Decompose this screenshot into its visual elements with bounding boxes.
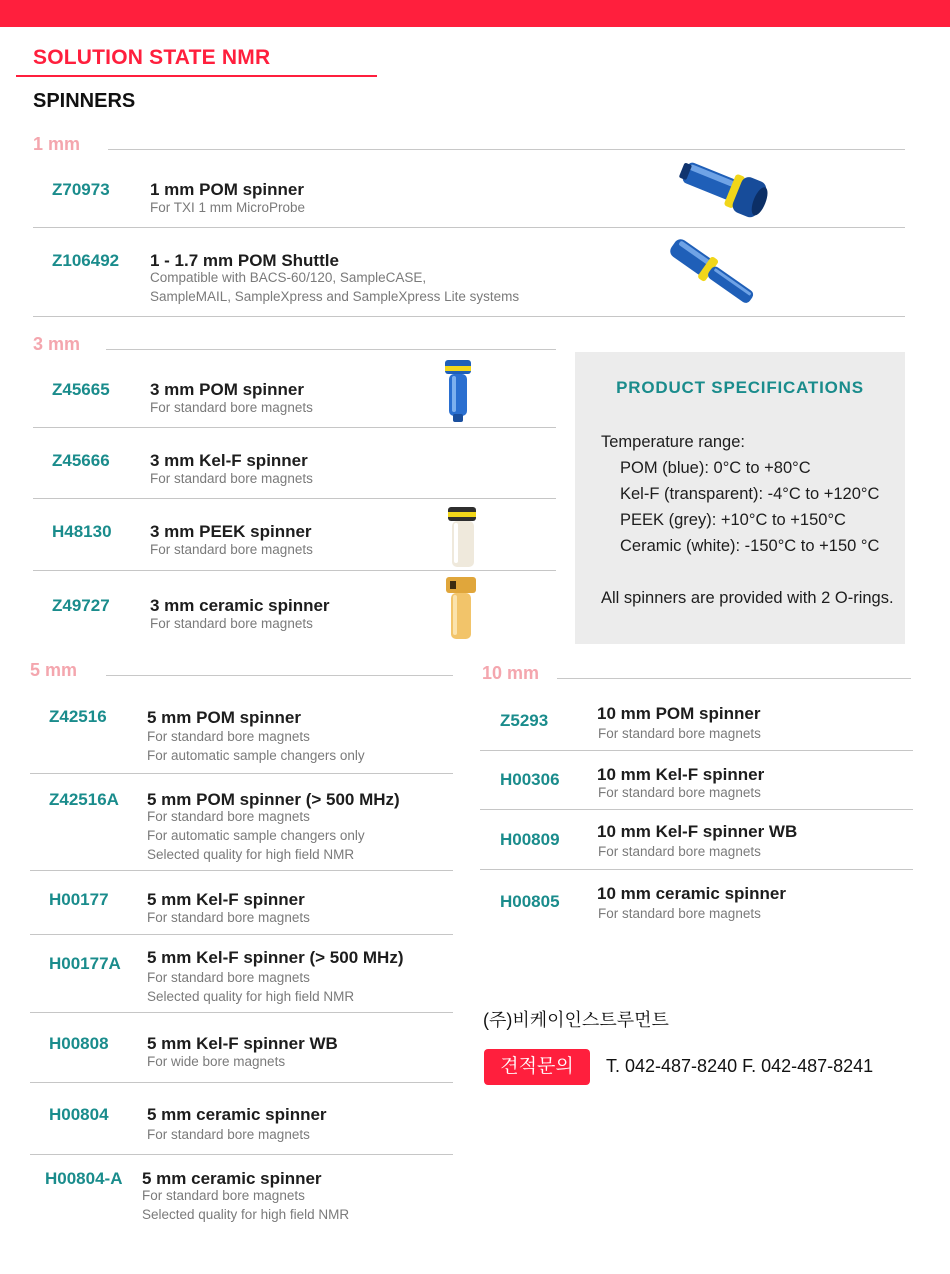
spec-line: All spinners are provided with 2 O-rings.: [601, 589, 894, 607]
product-code: Z42516A: [49, 790, 119, 809]
product-name: 3 mm POM spinner: [150, 380, 304, 399]
product-name: 5 mm ceramic spinner: [147, 1105, 327, 1124]
product-desc: For standard bore magnets: [142, 1188, 305, 1203]
product-row: [480, 870, 913, 932]
product-row: [30, 935, 453, 1013]
product-name: 5 mm POM spinner: [147, 708, 301, 727]
product-row: [480, 679, 913, 751]
section-title-underline: [16, 75, 377, 77]
product-row: [33, 428, 556, 499]
specs-title: PRODUCT SPECIFICATIONS: [616, 378, 864, 397]
product-code: H00306: [500, 770, 560, 789]
product-row: [30, 1013, 453, 1083]
product-desc: Selected quality for high field NMR: [142, 1207, 350, 1222]
product-desc: Selected quality for high field NMR: [147, 847, 355, 862]
product-name: 5 mm ceramic spinner: [142, 1169, 322, 1188]
spec-line: PEEK (grey): +10°C to +150°C: [620, 511, 846, 529]
product-name: 3 mm Kel-F spinner: [150, 451, 308, 470]
contact-phone-fax: T. 042-487-8240 F. 042-487-8241: [606, 1056, 874, 1076]
spec-line: Temperature range:: [601, 433, 745, 451]
product-desc: For standard bore magnets: [150, 471, 313, 486]
spec-line: POM (blue): 0°C to +80°C: [620, 459, 811, 477]
spinner-image: [440, 358, 476, 426]
product-desc: SampleMAIL, SampleXpress and SampleXpress Lite systems: [150, 289, 520, 304]
product-name: 10 mm ceramic spinner: [597, 884, 786, 903]
spinner-image: [444, 505, 480, 569]
product-name: 5 mm Kel-F spinner (> 500 MHz): [147, 948, 404, 967]
product-code: H00809: [500, 830, 560, 849]
product-name: 3 mm PEEK spinner: [150, 522, 312, 541]
product-code: Z49727: [52, 596, 110, 615]
product-desc: For standard bore magnets: [150, 616, 313, 631]
product-name: 10 mm Kel-F spinner: [597, 765, 765, 784]
product-row: [30, 774, 453, 871]
product-desc: For standard bore magnets: [150, 542, 313, 557]
product-code: Z42516: [49, 707, 107, 726]
product-row: [480, 810, 913, 870]
product-desc: For TXI 1 mm MicroProbe: [150, 200, 306, 215]
product-desc: For standard bore magnets: [147, 1127, 310, 1142]
group-label-3mm: 3 mm: [33, 334, 81, 354]
product-desc: For standard bore magnets: [147, 809, 310, 824]
quote-inquiry-button[interactable]: 견적문의: [484, 1049, 590, 1085]
product-row: [30, 1083, 453, 1155]
product-code: H00805: [500, 892, 560, 911]
product-desc: For standard bore magnets: [147, 910, 310, 925]
product-desc: For automatic sample changers only: [147, 748, 365, 763]
group-label-10mm: 10 mm: [482, 663, 540, 683]
product-row: [33, 350, 556, 428]
product-name: 5 mm POM spinner (> 500 MHz): [147, 790, 400, 809]
product-row: [33, 150, 905, 228]
product-code: H00177: [49, 890, 109, 909]
product-desc: For standard bore magnets: [147, 970, 310, 985]
spinner-image: [442, 575, 480, 641]
product-name: 1 - 1.7 mm POM Shuttle: [150, 251, 339, 270]
product-code: Z106492: [52, 251, 120, 270]
product-desc: Compatible with BACS-60/120, SampleCASE,: [150, 270, 427, 285]
product-name: 10 mm POM spinner: [597, 704, 761, 723]
product-code: H00804-A: [45, 1169, 123, 1188]
product-code: Z70973: [52, 180, 110, 199]
product-row: [30, 1155, 453, 1235]
product-name: 1 mm POM spinner: [150, 180, 304, 199]
product-code: H00177A: [49, 954, 121, 973]
section-title: SOLUTION STATE NMR: [33, 46, 271, 69]
company-name: (주)비케이인스트루먼트: [483, 1010, 669, 1030]
product-name: 5 mm Kel-F spinner: [147, 890, 305, 909]
product-name: 3 mm ceramic spinner: [150, 596, 330, 615]
product-row: [30, 871, 453, 935]
product-specifications-box: [575, 352, 905, 644]
product-code: Z45665: [52, 380, 110, 399]
top-accent-bar: [0, 0, 950, 27]
product-desc: For standard bore magnets: [598, 726, 761, 741]
product-name: 10 mm Kel-F spinner WB: [597, 822, 798, 841]
product-row: [30, 676, 453, 774]
product-code: Z45666: [52, 451, 110, 470]
product-desc: For standard bore magnets: [598, 785, 761, 800]
product-desc: For automatic sample changers only: [147, 828, 365, 843]
page-subtitle: SPINNERS: [33, 90, 136, 112]
spec-line: Ceramic (white): -150°C to +150 °C: [620, 537, 880, 555]
product-code: H00808: [49, 1034, 109, 1053]
product-desc: For standard bore magnets: [147, 729, 310, 744]
product-code: H48130: [52, 522, 112, 541]
product-desc: Selected quality for high field NMR: [147, 989, 355, 1004]
product-name: 5 mm Kel-F spinner WB: [147, 1034, 338, 1053]
product-code: Z5293: [500, 711, 549, 730]
product-code: H00804: [49, 1105, 109, 1124]
product-desc: For standard bore magnets: [150, 400, 313, 415]
product-desc: For wide bore magnets: [147, 1054, 286, 1069]
product-row: [480, 751, 913, 810]
product-desc: For standard bore magnets: [598, 906, 761, 921]
product-row: [33, 228, 905, 317]
shuttle-image: [662, 232, 762, 314]
spec-line: Kel-F (transparent): -4°C to +120°C: [620, 485, 880, 503]
group-label-5mm: 5 mm: [30, 660, 78, 680]
group-label-1mm: 1 mm: [33, 134, 81, 154]
product-desc: For standard bore magnets: [598, 844, 761, 859]
spinner-image: [676, 152, 772, 224]
